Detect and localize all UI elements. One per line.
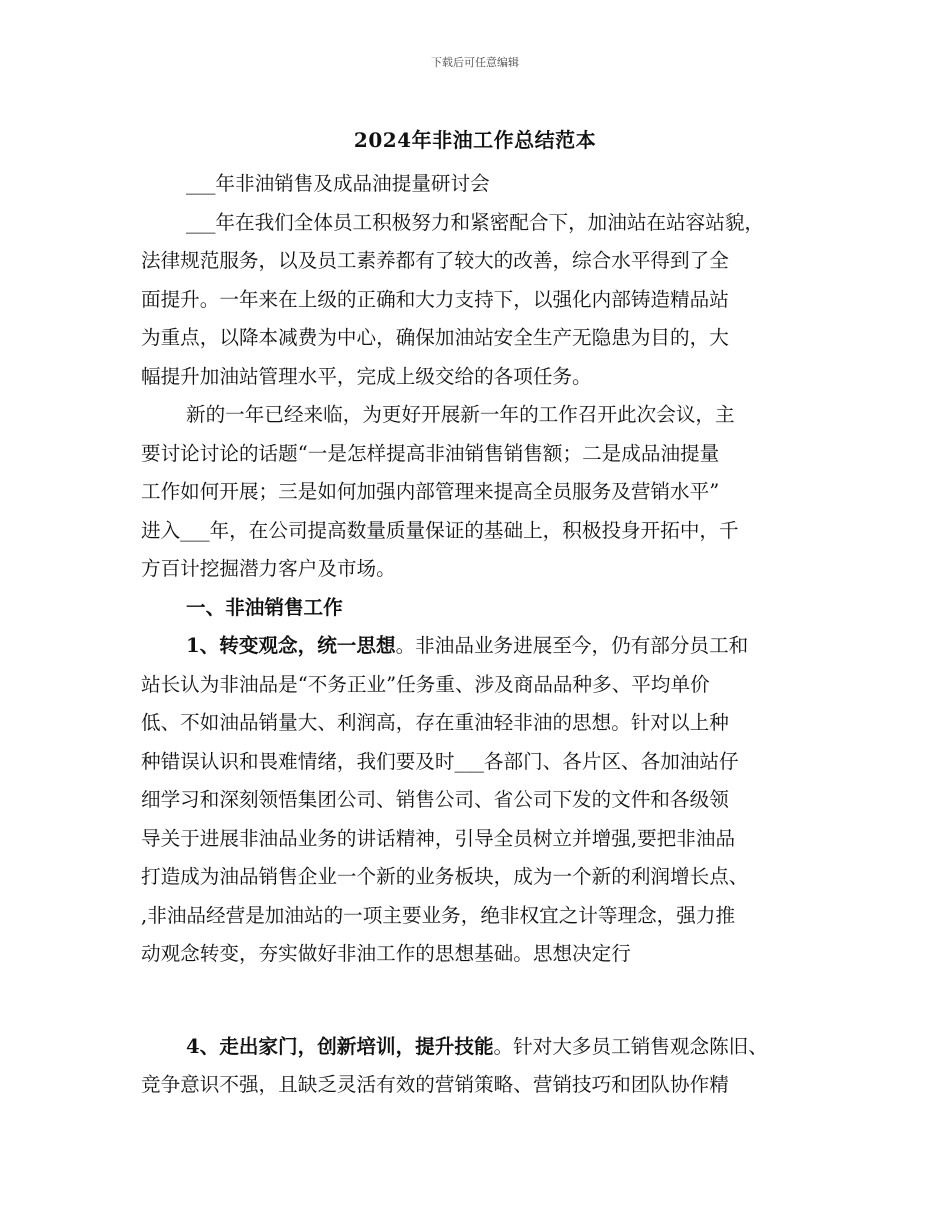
paragraph-line: 竞争意识不强，且缺乏灵活有效的营销策略、营销技巧和团队协作精 — [141, 1073, 729, 1096]
paragraph-line — [141, 1028, 813, 1067]
page-number — [141, 980, 813, 1028]
paragraph-line: 进入___年，在公司提高数量质量保证的基础上，积极投身开拓中，千 — [141, 518, 739, 542]
paragraph-line: 站长认为非油品是“不务正业”任务重、涉及商品品种多、平均单价 — [141, 672, 710, 696]
paragraph-line: ___年非油销售及成品油提量研讨会 — [186, 172, 490, 195]
subsection-heading: 4、走出家门，创新培训，提升技能 — [186, 1034, 494, 1058]
paragraph-line: 工作如何开展；三是如何加强内部管理来提高全员服务及营销水平” — [141, 480, 720, 503]
paragraph-line: 低、不如油品销量大、利润高，存在重油轻非油的思想。针对以上种 — [141, 711, 729, 734]
paragraph-line: 方百计挖掘潜力客户及市场。 — [141, 557, 396, 580]
paragraph-line — [141, 627, 813, 666]
paragraph-line: 动观念转变，夯实做好非油工作的思想基础。思想决定行 — [141, 942, 631, 965]
section-heading: 一、非油销售工作 — [186, 595, 343, 619]
paragraph-line: 新的一年已经来临，为更好开展新一年的工作召开此次会议，主 — [186, 403, 735, 426]
paragraph-line: 要讨论讨论的话题“一是怎样提高非油销售销售额；二是成品油提量 — [141, 441, 720, 465]
subsection-heading: 1、转变观念，统一思想 — [186, 634, 396, 657]
header-note: 下载后可任意编辑 — [431, 56, 519, 69]
document-body — [141, 165, 813, 1105]
paragraph-text: 。非油品业务进展至今，仍有部分员工和 — [395, 634, 749, 657]
paragraph-line: ___年在我们全体员工积极努力和紧密配合下，加油站在站容站貌， — [186, 210, 765, 234]
paragraph-line: 法律规范服务，以及员工素养都有了较大的改善，综合水平得到了全 — [141, 249, 729, 272]
paragraph-line: ,非油品经营是加油站的一项主要业务，绝非权宜之计等理念，强力推 — [141, 903, 736, 927]
paragraph-line: 细学习和深刻领悟集团公司、销售公司、省公司下发的文件和各级领 — [141, 788, 729, 811]
paragraph-line: 幅提升加油站管理水平，完成上级交给的各项任务。 — [141, 364, 592, 388]
paragraph-line: 面提升。一年来在上级的正确和大力支持下，以强化内部铸造精品站 — [141, 287, 729, 311]
document-title: 2024年非油工作总结范本 — [353, 128, 597, 152]
paragraph-text: 。针对大多员工销售观念陈旧、 — [493, 1034, 768, 1058]
paragraph-line: 种错误认识和畏难情绪，我们要及时___各部门、各片区、各加油站仔 — [141, 749, 739, 773]
paragraph-line: 打造成为油品销售企业一个新的业务板块，成为一个新的利润增长点、 — [141, 865, 749, 888]
paragraph-line: 导关于进展非油品业务的讲话精神，引导全员树立并增强,要把非油品 — [141, 826, 736, 850]
paragraph-line: 为重点，以降本减费为中心，确保加油站安全生产无隐患为目的，大 — [141, 326, 729, 349]
